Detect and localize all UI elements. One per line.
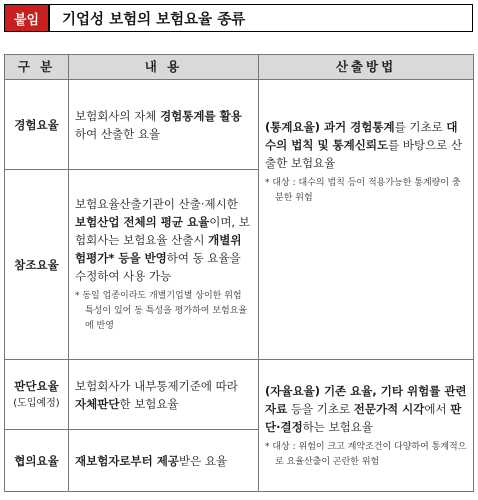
category-subtitle: (도입예정) [13, 397, 60, 409]
text: 에서 [424, 401, 451, 416]
bold-text: 보험산업 전체의 평균 요율 [75, 215, 210, 229]
text: 하는 보험요율 [302, 419, 374, 434]
method-autonomous [259, 360, 474, 492]
method-autonomous-note: * 대상 : 위험이 크고 계약조건이 다양하여 통계적으로 요율산출이 곤란한 위험 [265, 441, 467, 467]
bold-text: 판단·결정 [265, 401, 462, 434]
text: 를 기초로 [394, 120, 447, 134]
text: 받은 요율 [178, 453, 228, 468]
column-header-content: 내 용 [69, 55, 259, 80]
text: 이며, 보험회사는 보험요율 산출시 [75, 215, 250, 247]
attachment-badge: 붙임 [5, 5, 48, 31]
page-header [4, 4, 473, 32]
text: 보험요율산출기관이 산출·제시한 [75, 197, 238, 211]
category-reference: 참조요율 [5, 170, 69, 360]
category-experience: 경험요율 [5, 80, 69, 170]
bold-text: 자체판단 [75, 396, 120, 411]
content-reference-note: * 동일 업종이라도 개별기업별 상이한 위험 특성이 있어 동 특성을 평가하여 보험요율에 반영 [75, 291, 248, 331]
table-row-experience [5, 80, 474, 170]
content-experience [69, 80, 259, 170]
text: 를 바탕으로 산출한 보험요율 [265, 138, 463, 170]
method-statistical [259, 80, 474, 360]
text: 보험회사가 내부통제기준에 따라 [75, 378, 238, 393]
bold-text: 전문가적 시각 [353, 401, 425, 416]
bold-text: 개별위험평가* 등을 반영 [75, 233, 242, 265]
table-header-row [5, 55, 474, 80]
text: 하여 산출한 요율 [75, 126, 161, 141]
text: 하여 동 요율을 수정하여 사용 가능 [75, 251, 241, 283]
text: 한 보험요율 [119, 396, 179, 411]
table-row-judgment [5, 360, 474, 430]
bold-text: (통계요율) 과거 경험통계 [265, 120, 395, 134]
content-judgment [69, 360, 259, 430]
bold-text: 재보험자로부터 제공 [75, 453, 179, 468]
method-statistical-note: * 대상 : 대수의 법칙 등이 적용가능한 통계량이 충분한 위험 [265, 178, 461, 203]
content-reinsurance [69, 430, 259, 492]
text: 보험회사의 자체 [75, 108, 161, 123]
bold-text: 대수의 법칙 및 통계신뢰도 [265, 120, 458, 152]
bold-text: (자율요율) 기존 요율, 기타 위험률 관련 자료 [265, 383, 467, 416]
bold-text: 경험통계를 활용 [160, 108, 242, 123]
page-title: 기업성 보험의 보험요율 종류 [62, 11, 246, 28]
category-reinsurance: 협의요율 [5, 430, 69, 492]
category-judgment [5, 360, 69, 430]
content-reference [69, 170, 259, 360]
column-header-category: 구 분 [5, 55, 69, 80]
column-header-method: 산출방법 [259, 55, 474, 80]
text: 등을 기초로 [287, 401, 354, 416]
rate-types-table [4, 54, 474, 492]
text: 판단요율 [14, 378, 59, 393]
